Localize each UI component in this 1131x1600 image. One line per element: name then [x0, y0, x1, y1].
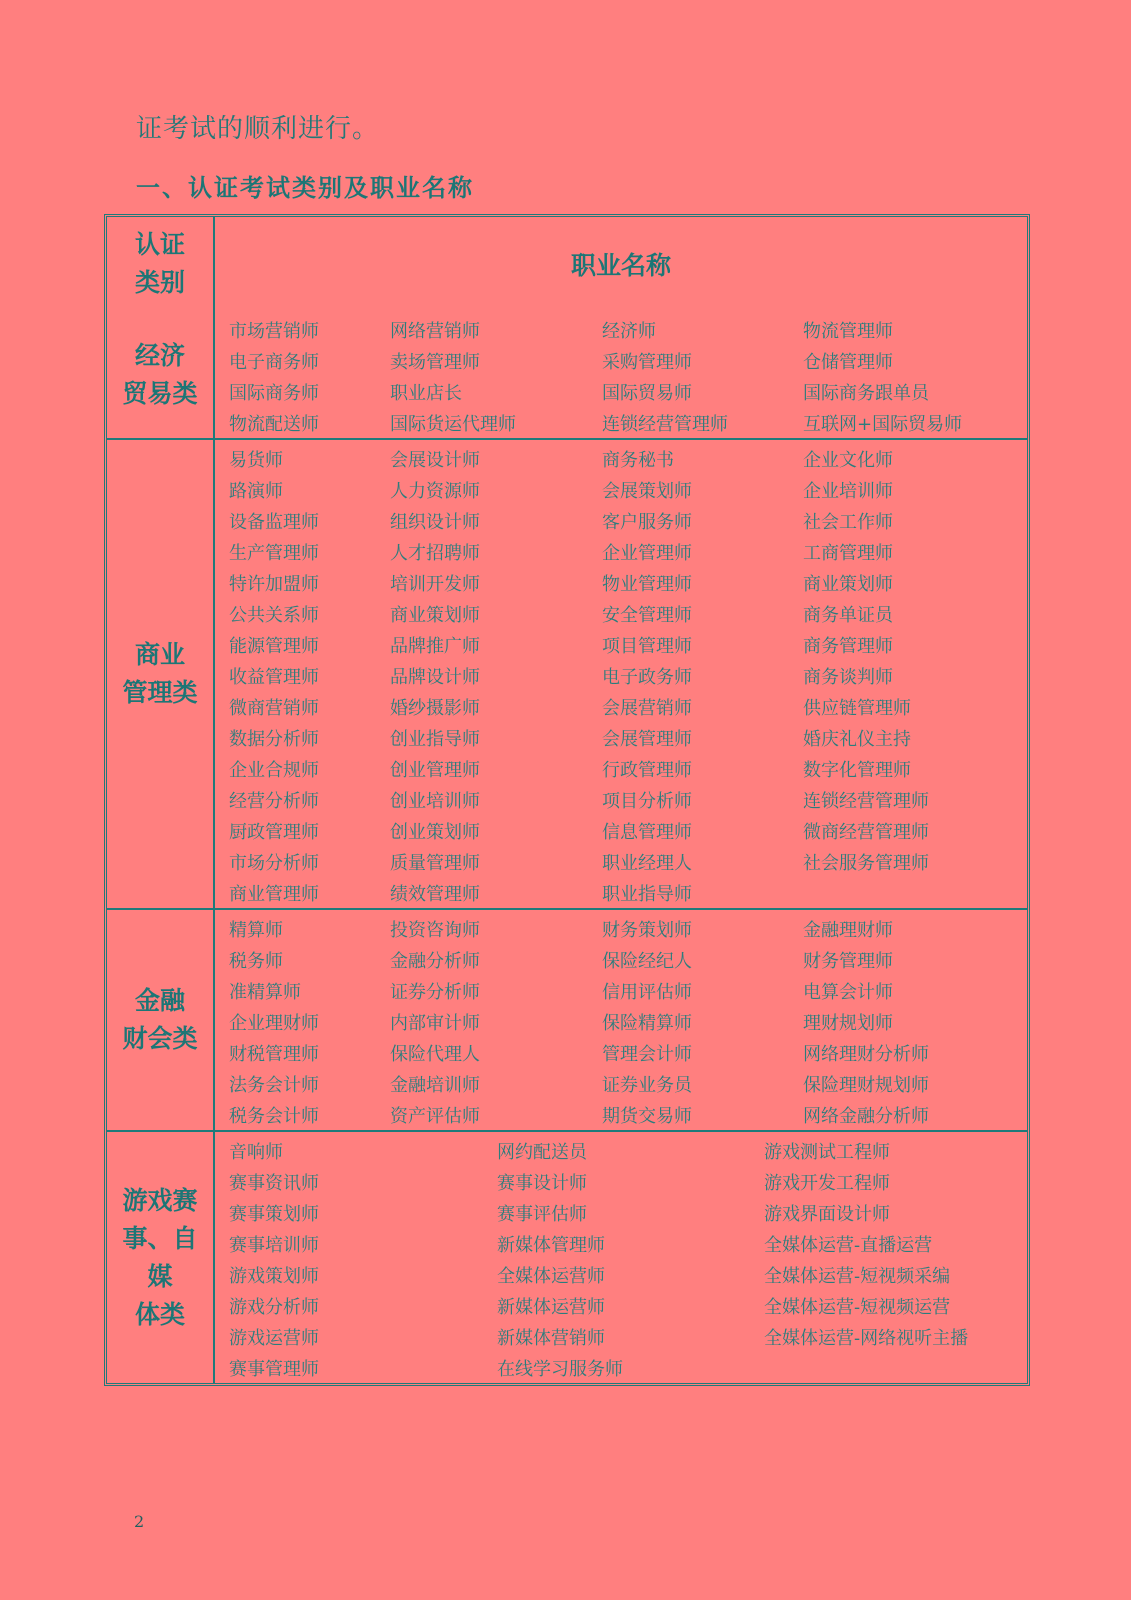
occupation-name: 赛事策划师 [229, 1203, 319, 1225]
occupation-name: 创业管理师 [390, 759, 480, 781]
occupation-list [215, 311, 1027, 438]
occupation-line [229, 846, 1027, 877]
occupation-name: 信用评估师 [602, 981, 692, 1003]
occupation-line [229, 1197, 1027, 1228]
occupation-line [229, 536, 1027, 567]
occupation-list [215, 440, 1027, 908]
occupation-name: 创业培训师 [390, 790, 480, 812]
occupation-name: 质量管理师 [390, 852, 480, 874]
occupation-name: 赛事评估师 [497, 1203, 587, 1225]
occupation-line [229, 1068, 1027, 1099]
occupation-name: 设备监理师 [229, 511, 319, 533]
occupation-name: 保险经纪人 [602, 950, 692, 972]
occupation-name: 国际货运代理师 [390, 413, 516, 435]
occupation-name: 卖场管理师 [390, 351, 480, 373]
occupation-name: 财务管理师 [803, 950, 893, 972]
occupation-name: 国际贸易师 [602, 382, 692, 404]
occupation-name: 电子商务师 [229, 351, 319, 373]
occupation-name: 物业管理师 [602, 573, 692, 595]
occupation-name: 商业管理师 [229, 883, 319, 905]
occupation-name: 互联网+国际贸易师 [803, 413, 963, 435]
occupation-name: 企业文化师 [803, 449, 893, 471]
occupation-line [229, 877, 1027, 908]
occupation-line [229, 345, 1027, 376]
occupation-name: 游戏测试工程师 [764, 1141, 890, 1163]
occupation-name: 创业策划师 [390, 821, 480, 843]
category-group-row [107, 438, 1027, 908]
occupation-name: 电算会计师 [803, 981, 893, 1003]
occupation-line [229, 1228, 1027, 1259]
occupation-name: 全媒体运营师 [497, 1265, 605, 1287]
occupation-line [229, 1037, 1027, 1068]
occupation-name: 税务师 [229, 950, 283, 972]
occupation-name: 会展管理师 [602, 728, 692, 750]
occupation-name: 保险代理人 [390, 1043, 480, 1065]
occupation-name: 理财规划师 [803, 1012, 893, 1034]
occupation-name: 全媒体运营-直播运营 [764, 1234, 933, 1256]
occupation-name: 连锁经营管理师 [602, 413, 728, 435]
occupation-name: 市场分析师 [229, 852, 319, 874]
occupation-name: 精算师 [229, 919, 283, 941]
occupation-name: 赛事培训师 [229, 1234, 319, 1256]
occupation-name: 财税管理师 [229, 1043, 319, 1065]
occupation-name: 全媒体运营-网络视听主播 [764, 1327, 969, 1349]
occupation-name: 准精算师 [229, 981, 301, 1003]
occupation-name: 全媒体运营-短视频采编 [764, 1265, 951, 1287]
occupation-line [229, 975, 1027, 1006]
occupation-name: 保险精算师 [602, 1012, 692, 1034]
category-cell: 商业 管理类 [107, 440, 215, 908]
occupation-name: 项目管理师 [602, 635, 692, 657]
occupation-name: 游戏运营师 [229, 1327, 319, 1349]
occupation-name: 新媒体营销师 [497, 1327, 605, 1349]
occupation-name: 证券分析师 [390, 981, 480, 1003]
occupation-name: 商务谈判师 [803, 666, 893, 688]
occupation-name: 网络营销师 [390, 320, 480, 342]
occupation-name: 连锁经营管理师 [803, 790, 929, 812]
occupation-list [215, 1132, 1027, 1383]
intro-text: 证考试的顺利进行。 [136, 114, 380, 144]
occupation-name: 供应链管理师 [803, 697, 911, 719]
occupation-line [229, 1321, 1027, 1352]
occupation-name: 全媒体运营-短视频运营 [764, 1296, 951, 1318]
occupation-name: 财务策划师 [602, 919, 692, 941]
occupation-name: 婚庆礼仪主持 [803, 728, 911, 750]
category-cell: 经济 贸易类 [107, 311, 215, 438]
occupation-name: 赛事设计师 [497, 1172, 587, 1194]
occupation-name: 微商经营管理师 [803, 821, 929, 843]
occupation-name: 商业策划师 [803, 573, 893, 595]
occupation-line [229, 567, 1027, 598]
occupation-line [229, 691, 1027, 722]
occupation-name: 仓储管理师 [803, 351, 893, 373]
occupation-name: 物流配送师 [229, 413, 319, 435]
occupation-name: 收益管理师 [229, 666, 319, 688]
occupation-name: 网络理财分析师 [803, 1043, 929, 1065]
occupation-line [229, 1099, 1027, 1130]
occupation-name: 职业店长 [390, 382, 462, 404]
category-cell: 金融 财会类 [107, 910, 215, 1130]
occupation-name: 生产管理师 [229, 542, 319, 564]
occupation-name: 路演师 [229, 480, 283, 502]
occupation-name: 培训开发师 [390, 573, 480, 595]
occupation-name: 金融分析师 [390, 950, 480, 972]
occupation-name: 数据分析师 [229, 728, 319, 750]
occupation-name: 管理会计师 [602, 1043, 692, 1065]
section-title: 一、认证考试类别及职业名称 [136, 173, 474, 202]
occupation-line [229, 314, 1027, 345]
occupation-line [229, 1259, 1027, 1290]
occupation-name: 游戏分析师 [229, 1296, 319, 1318]
occupation-name: 证券业务员 [602, 1074, 692, 1096]
occupation-name: 厨政管理师 [229, 821, 319, 843]
occupation-name: 商业策划师 [390, 604, 480, 626]
occupation-name: 金融培训师 [390, 1074, 480, 1096]
occupation-line [229, 474, 1027, 505]
occupation-name: 税务会计师 [229, 1105, 319, 1127]
occupation-line [229, 1352, 1027, 1383]
occupation-line [229, 1290, 1027, 1321]
occupation-name: 游戏策划师 [229, 1265, 319, 1287]
occupation-name: 婚纱摄影师 [390, 697, 480, 719]
header-names-cell: 职业名称 [570, 251, 671, 280]
occupation-name: 数字化管理师 [803, 759, 911, 781]
header-category-cell: 认证 类别 [107, 217, 215, 311]
occupation-name: 特许加盟师 [229, 573, 319, 595]
occupation-name: 赛事资讯师 [229, 1172, 319, 1194]
occupation-list [215, 910, 1027, 1130]
occupation-name: 在线学习服务师 [497, 1358, 623, 1380]
occupation-name: 商务秘书 [602, 449, 674, 471]
occupation-name: 保险理财规划师 [803, 1074, 929, 1096]
occupation-name: 人才招聘师 [390, 542, 480, 564]
occupation-name: 社会工作师 [803, 511, 893, 533]
occupation-name: 品牌推广师 [390, 635, 480, 657]
occupation-name: 经营分析师 [229, 790, 319, 812]
occupation-name: 投资咨询师 [390, 919, 480, 941]
occupation-name: 会展策划师 [602, 480, 692, 502]
occupation-line [229, 722, 1027, 753]
occupation-name: 信息管理师 [602, 821, 692, 843]
occupation-name: 公共关系师 [229, 604, 319, 626]
occupation-name: 采购管理师 [602, 351, 692, 373]
occupation-line [229, 784, 1027, 815]
occupation-name: 商务单证员 [803, 604, 893, 626]
occupation-name: 法务会计师 [229, 1074, 319, 1096]
occupation-name: 安全管理师 [602, 604, 692, 626]
category-group-row [107, 1130, 1027, 1383]
occupation-name: 人力资源师 [390, 480, 480, 502]
occupation-name: 企业合规师 [229, 759, 319, 781]
occupation-name: 组织设计师 [390, 511, 480, 533]
occupation-table [104, 214, 1030, 1386]
occupation-line [229, 913, 1027, 944]
occupation-name: 绩效管理师 [390, 883, 480, 905]
occupation-name: 企业培训师 [803, 480, 893, 502]
category-cell: 游戏赛 事、自媒 体类 [107, 1132, 215, 1383]
occupation-line [229, 1135, 1027, 1166]
occupation-name: 物流管理师 [803, 320, 893, 342]
occupation-name: 期货交易师 [602, 1105, 692, 1127]
occupation-name: 资产评估师 [390, 1105, 480, 1127]
occupation-line [229, 505, 1027, 536]
occupation-name: 游戏界面设计师 [764, 1203, 890, 1225]
occupation-name: 创业指导师 [390, 728, 480, 750]
occupation-line [229, 629, 1027, 660]
table-header-row [107, 217, 1027, 311]
occupation-line [229, 1166, 1027, 1197]
occupation-line [229, 660, 1027, 691]
occupation-line [229, 753, 1027, 784]
category-group-row [107, 311, 1027, 438]
occupation-name: 客户服务师 [602, 511, 692, 533]
occupation-name: 网络金融分析师 [803, 1105, 929, 1127]
occupation-name: 金融理财师 [803, 919, 893, 941]
occupation-name: 经济师 [602, 320, 656, 342]
occupation-name: 网约配送员 [497, 1141, 587, 1163]
occupation-name: 企业管理师 [602, 542, 692, 564]
occupation-name: 职业经理人 [602, 852, 692, 874]
occupation-name: 工商管理师 [803, 542, 893, 564]
occupation-line [229, 944, 1027, 975]
occupation-line [229, 443, 1027, 474]
occupation-name: 行政管理师 [602, 759, 692, 781]
occupation-name: 电子政务师 [602, 666, 692, 688]
occupation-name: 品牌设计师 [390, 666, 480, 688]
category-group-row [107, 908, 1027, 1130]
occupation-line [229, 407, 1027, 438]
occupation-name: 企业理财师 [229, 1012, 319, 1034]
occupation-name: 社会服务管理师 [803, 852, 929, 874]
occupation-name: 游戏开发工程师 [764, 1172, 890, 1194]
occupation-name: 内部审计师 [390, 1012, 480, 1034]
occupation-name: 国际商务跟单员 [803, 382, 929, 404]
occupation-name: 会展设计师 [390, 449, 480, 471]
page-number: 2 [134, 1512, 145, 1531]
occupation-name: 商务管理师 [803, 635, 893, 657]
occupation-name: 会展营销师 [602, 697, 692, 719]
occupation-line [229, 598, 1027, 629]
occupation-line [229, 815, 1027, 846]
occupation-line [229, 376, 1027, 407]
occupation-name: 微商营销师 [229, 697, 319, 719]
occupation-name: 新媒体管理师 [497, 1234, 605, 1256]
occupation-name: 易货师 [229, 449, 283, 471]
occupation-name: 音响师 [229, 1141, 283, 1163]
occupation-name: 国际商务师 [229, 382, 319, 404]
occupation-name: 赛事管理师 [229, 1358, 319, 1380]
occupation-name: 职业指导师 [602, 883, 692, 905]
occupation-name: 市场营销师 [229, 320, 319, 342]
occupation-line [229, 1006, 1027, 1037]
occupation-name: 新媒体运营师 [497, 1296, 605, 1318]
occupation-name: 项目分析师 [602, 790, 692, 812]
occupation-name: 能源管理师 [229, 635, 319, 657]
